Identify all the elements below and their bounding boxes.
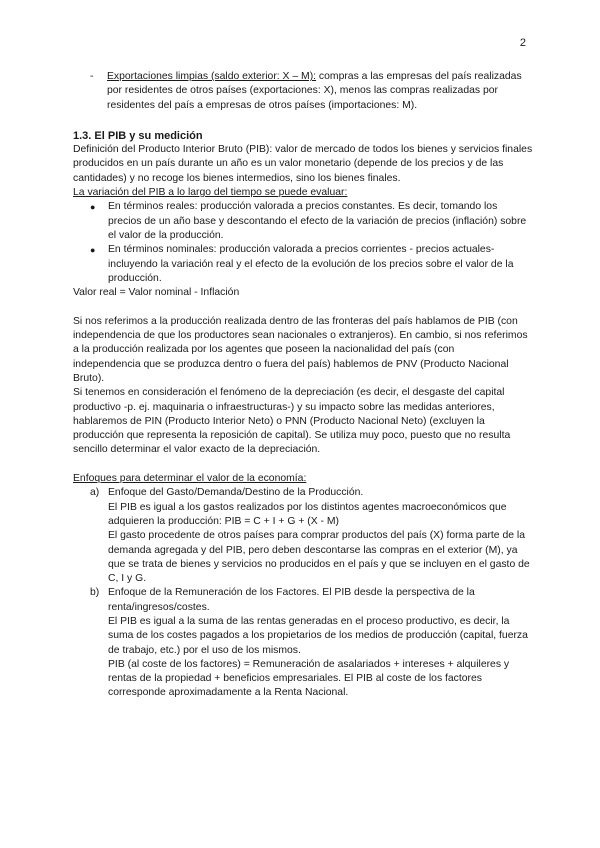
list-item-text: PIB (al coste de los factores) = Remuneración de asalariados + intereses + alquileres y rentas de la propiedad + beneficios empresariales. El PIB al coste de los factores corresponde aproximadamente a la Renta Nacional. (108, 658, 510, 699)
list-item (73, 243, 533, 286)
list-item-text: Enfoque de la Remuneración de los Factores. El PIB desde la perspectiva de la renta/ingresos/costes. (108, 587, 475, 613)
variation-list (73, 200, 533, 286)
paragraph-pin: Si tenemos en consideración el fenómeno de la depreciación (es decir, el desgaste del capital productivo -p. ej. maquinaria o infraestructuras-) y su impacto sobre las medidas anteriores, hablaremos de PIN (Producto Interior Neto) o PNN (Producto Nacional Neto) (excluyen la producción que representa la reposición de capital). Se utiliza muy poco, puesto que no resulta sencillo determinar el valor exacto de la depreciación. (73, 387, 511, 456)
formula-line: Valor real = Valor nominal - Inflación (73, 287, 240, 299)
list-item-exportaciones (73, 70, 533, 113)
paragraph-pnv-continued: independencia que se produzca dentro o fuera del país) hablemos de PNV (Producto Nacional Bruto). (73, 358, 509, 384)
list-marker: a) (90, 487, 100, 499)
list-item (73, 486, 533, 586)
variation-title: La variación del PIB a lo largo del tiempo se puede evaluar: (73, 187, 348, 199)
list-item-text: El PIB es igual a los gastos realizados por los distintos agentes macroeconómicos que adquieren la producción: PIB = C + I + G + (X - M) (108, 501, 507, 527)
list-item-text: El gasto procedente de otros países para comprar productos del país (X) forma parte de la demanda agregada y del PIB, pero deben descontarse las compras en el exterior (M), ya que se trata de bienes y servicios no producidos en el país y que se incluyen en el gasto de C, I y G. (108, 530, 530, 585)
list-item-text: Enfoque del Gasto/Demanda/Destino de la Producción. (108, 487, 364, 499)
document-body (73, 70, 533, 701)
list-item-text: En términos nominales: producción valorada a precios corrientes - precios actuales- incluyendo la variación real y el efecto de la evolución de los precios sobre el valor de la producción. (108, 244, 514, 284)
term-exportaciones-definition: compras a las empresas del país realizadas por residentes de otros países (exportaciones: X), menos las compras realizadas por residentes del país a empresas de otros países (importaciones: M). (107, 71, 522, 111)
approaches-list (73, 486, 533, 700)
term-exportaciones: Exportaciones limpias (saldo exterior: X – M): (107, 71, 317, 82)
section-heading: 1.3. El PIB y su medición (73, 129, 203, 142)
list-item (73, 200, 533, 243)
page-number: 2 (519, 37, 526, 49)
dash-marker: - (90, 71, 94, 82)
list-item-text: El PIB es igual a la suma de las rentas generadas en el proceso productivo, es decir, la suma de los costes pagados a los propietarios de los medios de producción (capital, fuerza de trabajo, etc.) por el uso de los mismos. (108, 615, 528, 656)
paragraph-pnv: Si nos referimos a la producción realizada dentro de las fronteras del país hablamos de PIB (con independencia de que los productores sean nacionales o extranjeros). En cambio, si nos referimos a la producción realizada por los agentes que poseen la nacionalidad del país (con (73, 315, 528, 356)
list-item-text: En términos reales: producción valorada a precios constantes. Es decir, tomando los precios de un año base y descontando el efecto de la variación de precios (inflación) sobre el valor de la producción. (108, 201, 527, 241)
bullet-icon: ● (90, 245, 96, 256)
pib-definition: Definición del Producto Interior Bruto (PIB): valor de mercado de todos los bienes y servicios finales producidos en un país durante un año es un valor monetario (depende de los precios y de las cantidades) y no recoge los bienes intermedios, sino los bienes finales. (73, 144, 533, 184)
list-item (73, 586, 533, 700)
approaches-title: Enfoques para determinar el valor de la economía: (73, 473, 307, 485)
list-marker: b) (90, 587, 100, 599)
bullet-icon: ● (90, 202, 96, 213)
